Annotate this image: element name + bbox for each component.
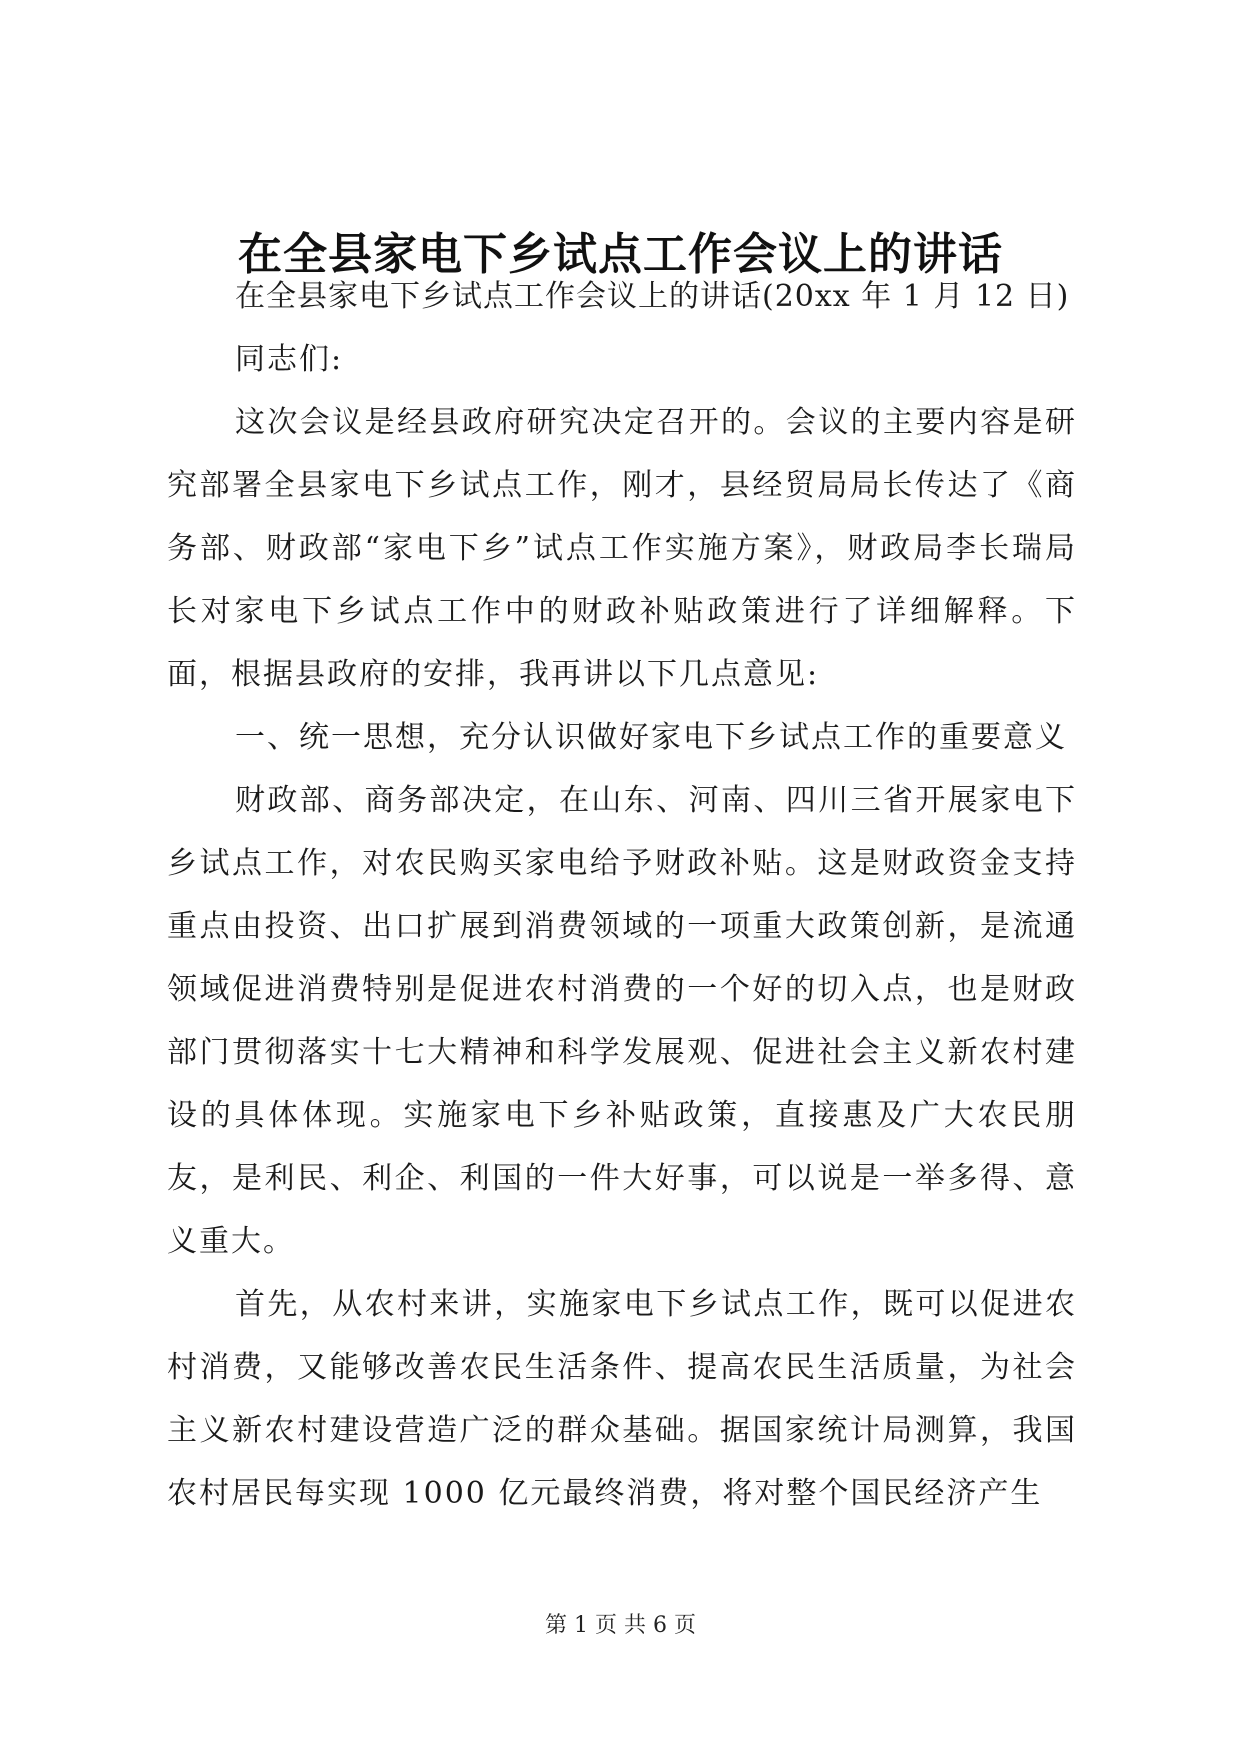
greeting: 同志们: xyxy=(235,342,344,377)
paragraph-policy: 财政部、商务部决定，在山东、河南、四川三省开展家电下乡试点工作，对农民购买家电给予财政补贴。这是财政资金支持重点由投资、出口扩展到消费领域的一项重大政策创新，是流通领域促进消费特别是促进农村消费的一个好的切入点，也是财政部门贯彻落实十七大精神和科学发展观、促进社会主义新农村建设的具体体现。实施家电下乡补贴政策，直接惠及广大农民朋友，是利民、利企、利国的一件大好事，可以说是一举多得、意义重大。 xyxy=(167,783,1077,1259)
paragraph-rural: 首先，从农村来讲，实施家电下乡试点工作，既可以促进农村消费，又能够改善农民生活条件、提高农民生活质量，为社会主义新农村建设营造广泛的群众基础。据国家统计局测算，我国农村居民每实现 1000 亿元最终消费，将对整个国民经济产生 xyxy=(167,1287,1077,1511)
document-title: 在全县家电下乡试点工作会议上的讲话 xyxy=(238,229,1003,280)
section-heading-1: 一、统一思想，充分认识做好家电下乡试点工作的重要意义 xyxy=(235,720,1067,755)
document-body xyxy=(167,265,1077,1525)
paragraph-intro: 这次会议是经县政府研究决定召开的。会议的主要内容是研究部署全县家电下乡试点工作，刚才，县经贸局局长传达了《商务部、财政部“家电下乡”试点工作实施方案》，财政局李长瑞局长对家电下乡试点工作中的财政补贴政策进行了详细解释。下面，根据县政府的安排，我再讲以下几点意见: xyxy=(167,405,1077,692)
page-number-footer: 第 1 页 共 6 页 xyxy=(545,1613,696,1638)
document-subtitle: 在全县家电下乡试点工作会议上的讲话(20xx 年 1 月 12 日) xyxy=(235,279,1070,314)
